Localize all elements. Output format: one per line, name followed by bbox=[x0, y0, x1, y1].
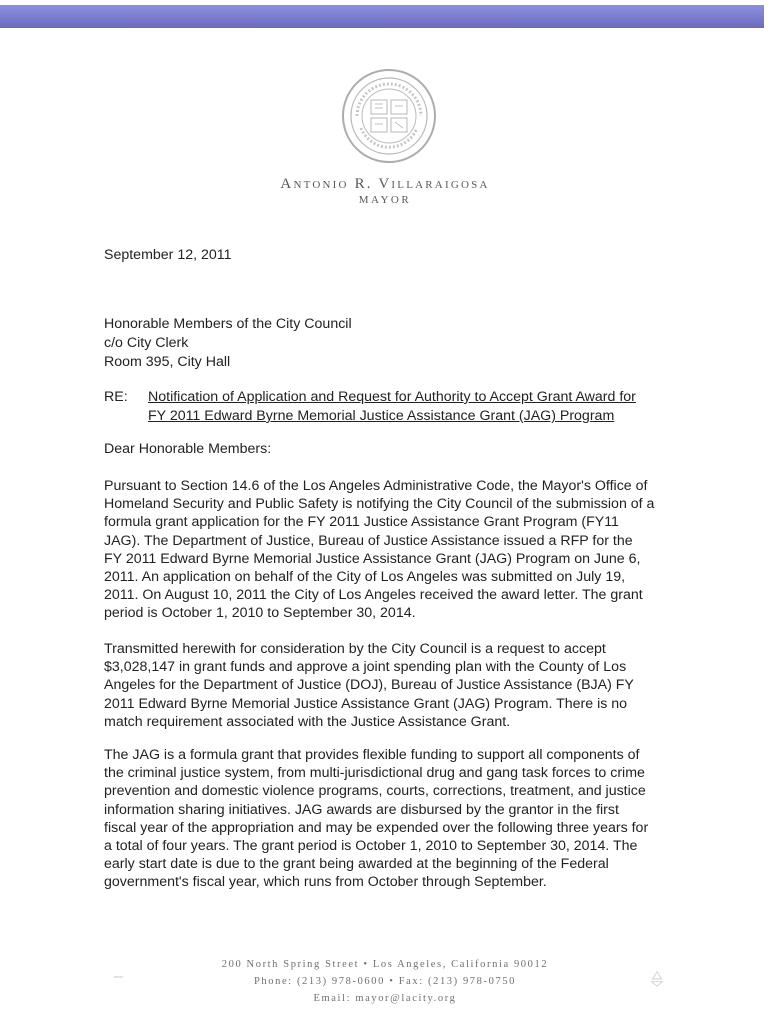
paragraph-line: match requirement associated with the Justice Assistance Grant. bbox=[104, 713, 511, 730]
print-mark-icon: ▫▫▫ bbox=[114, 974, 123, 981]
address-line: c/o City Clerk bbox=[104, 335, 189, 351]
paragraph-line: prevention and domestic violence programs, courts, corrections, treatment, and justice bbox=[104, 783, 646, 800]
paragraph-line: 2011. An application on behalf of the City of Los Angeles was submitted on July 19, bbox=[104, 568, 626, 585]
body-paragraph bbox=[104, 746, 694, 892]
body-paragraph bbox=[104, 477, 694, 623]
body-paragraph bbox=[104, 640, 694, 731]
recycle-icon bbox=[648, 970, 666, 988]
paragraph-line: 2011 Edward Byrne Memorial Justice Assistance Grant (JAG) Program. There is no bbox=[104, 695, 628, 712]
paragraph-line: formula grant application for the FY 2011 Justice Assistance Grant Program (FY11 bbox=[104, 514, 619, 531]
re-label: RE: bbox=[104, 389, 128, 405]
mayor-title: MAYOR bbox=[358, 194, 412, 206]
paragraph-line: Transmitted herewith for consideration by the City Council is a request to accept bbox=[104, 641, 606, 657]
paragraph-line: FY 2011 Edward Byrne Memorial Justice Assistance Grant (JAG) Program on June 6, bbox=[104, 550, 641, 567]
paragraph-line: information sharing initiatives. JAG awards are disbursed by the grantor in the first bbox=[104, 801, 619, 818]
footer-email: Email: mayor@lacity.org bbox=[313, 993, 457, 1004]
paragraph-line: a total of four years. The grant period is October 1, 2010 to September 30, 2014. The bbox=[104, 837, 638, 854]
paragraph-line: Homeland Security and Public Safety is notifying the City Council of the submission of a bbox=[104, 496, 655, 513]
paragraph-line: 2011. On August 10, 2011 the City of Los Angeles received the award letter. The grant bbox=[104, 587, 643, 604]
letter-date: September 12, 2011 bbox=[104, 247, 232, 263]
address-line: Honorable Members of the City Council bbox=[104, 316, 352, 332]
mayor-name: Antonio R. Villaraigosa bbox=[280, 176, 490, 192]
city-seal-icon bbox=[339, 66, 439, 166]
letterhead-band bbox=[0, 5, 764, 28]
salutation: Dear Honorable Members: bbox=[104, 441, 272, 457]
footer-address: 200 North Spring Street • Los Angeles, California 90012 bbox=[221, 959, 549, 970]
paragraph-line: government's fiscal year, which runs from October through September. bbox=[104, 874, 547, 891]
footer-phone: Phone: (213) 978-0600 • Fax: (213) 978-0750 bbox=[253, 976, 517, 987]
paragraph-line: fiscal year of the appropriation and may be expended over the following three years for bbox=[104, 819, 649, 836]
paragraph-line: the criminal justice system, from multi-jurisdictional drug and gang task forces to crime bbox=[104, 765, 645, 782]
recipient-address bbox=[104, 315, 352, 372]
paragraph-line: $3,028,147 in grant funds and approve a joint spending plan with the County of Los bbox=[104, 659, 627, 676]
re-subject bbox=[148, 388, 678, 426]
paragraph-line: The JAG is a formula grant that provides flexible funding to support all components of bbox=[104, 747, 640, 763]
address-line: Room 395, City Hall bbox=[104, 354, 231, 370]
paragraph-line: Pursuant to Section 14.6 of the Los Angeles Administrative Code, the Mayor's Office of bbox=[104, 478, 648, 494]
re-subject-line: FY 2011 Edward Byrne Memorial Justice Assistance Grant (JAG) Program bbox=[148, 408, 615, 424]
paragraph-line: early start date is due to the grant being awarded at the beginning of the Federal bbox=[104, 856, 609, 873]
paragraph-line: Angeles for the Department of Justice (DOJ), Bureau of Justice Assistance (BJA) FY bbox=[104, 677, 634, 694]
re-subject-line: Notification of Application and Request for Authority to Accept Grant Award for bbox=[148, 389, 636, 405]
paragraph-line: period is October 1, 2010 to September 30, 2014. bbox=[104, 605, 416, 622]
paragraph-line: JAG). The Department of Justice, Bureau of Justice Assistance issued a RFP for the bbox=[104, 532, 633, 549]
